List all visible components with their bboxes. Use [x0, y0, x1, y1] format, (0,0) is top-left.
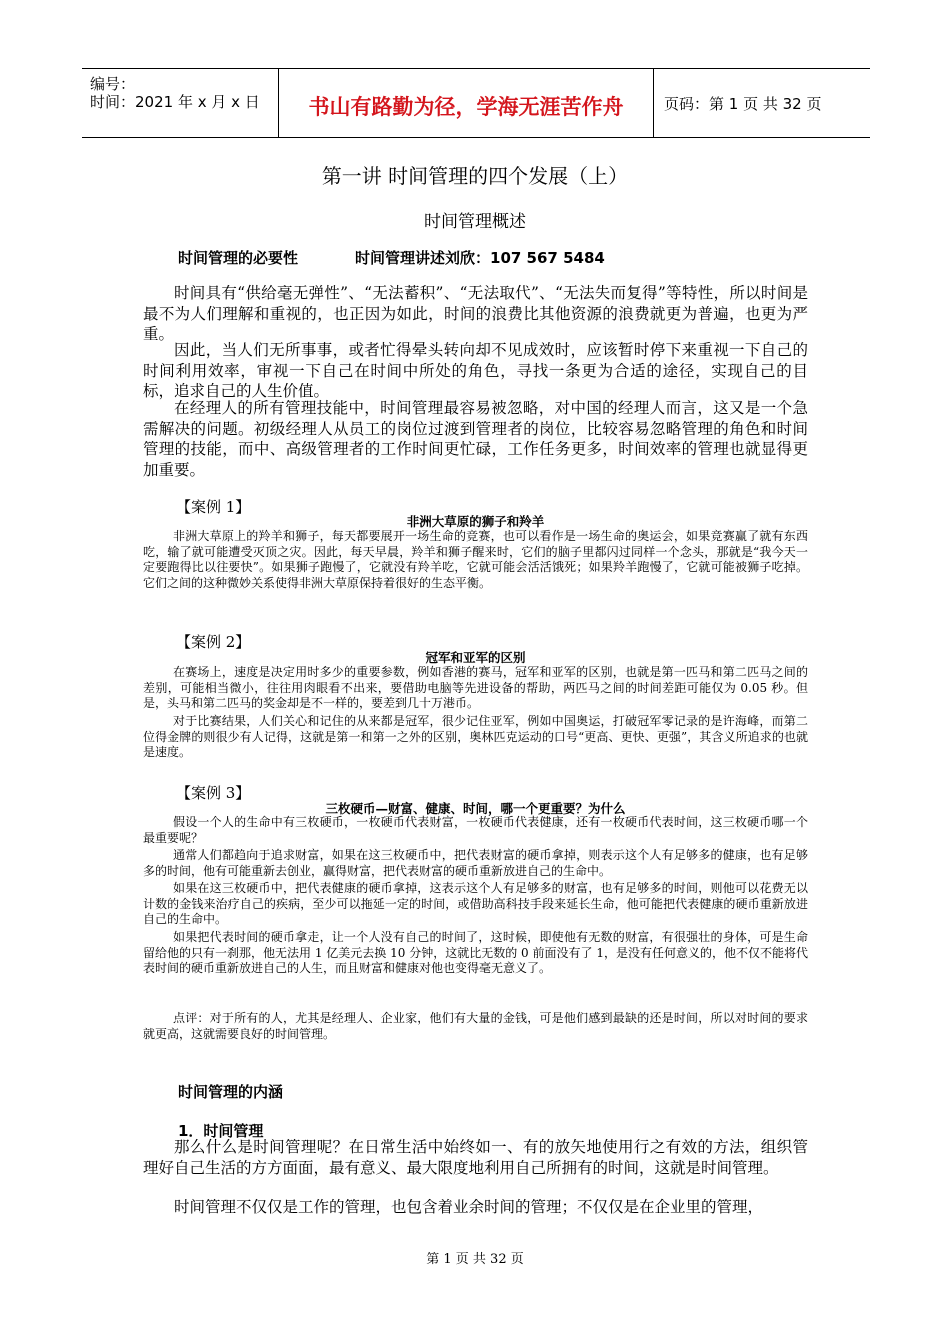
case-paragraph: 非洲大草原上的羚羊和狮子，每天都要展开一场生命的竞赛，也可以看作是一场生命的奥运会，如果竞赛赢了就有东西吃，输了就可能遭受灭顶之灾。因此，每天早晨，羚羊和狮子醒来时，它们的脑子里都闪过同样一个念头，那就是“我今天一定要跑得比以往要快”。如果狮子跑慢了，它就没有羚羊吃，它就可能会活活饿死；如果羚羊跑慢了，它就可能被狮子吃掉。它们之间的这种微妙关系使得非洲大草原保持着很好的生态平衡。	[143, 529, 808, 590]
case-paragraph: 对于比赛结果，人们关心和记住的从来都是冠军，很少记住亚军，例如中国奥运，打破冠军零记录的是许海峰，而第二位得金牌的则很少有人记得，这就是第一和第一之外的区别，奥林匹克运动的口号“更高、更快、更强”，其含义所追求的也就是速度。	[143, 714, 808, 759]
case-title: 冠军和亚军的区别	[425, 650, 526, 665]
body-paragraph: 时间管理不仅仅是工作的管理，也包含着业余时间的管理；不仅仅是在企业里的管理，	[174, 1198, 764, 1216]
intro-paragraph: 因此，当人们无所事事，或者忙得晕头转向却不见成效时，应该暂时停下来重视一下自己的时间利用效率，审视一下自己在时间中所处的角色，寻找一条更为合适的途径，实现自己的目标，追求自己的人生价值。	[143, 341, 808, 400]
header-table	[82, 68, 870, 138]
case-label: 【案例 3】	[176, 784, 251, 802]
case-label: 【案例 2】	[176, 633, 251, 651]
case-comment: 点评：对于所有的人，尤其是经理人、企业家，他们有大量的金钱，可是他们感到最缺的还是时间，所以对时间的要求就更高，这就需要良好的时间管理。	[143, 1011, 808, 1041]
case-paragraph: 在赛场上，速度是决定用时多少的重要参数，例如香港的赛马，冠军和亚军的区别，也就是第一匹马和第二匹马之间的差别，可能相当微小，往往用肉眼看不出来，要借助电脑等先进设备的帮助，两匹马之间的时间差距可能仅为 0.05 秒。但是，头马和第二匹马的奖金却是不一样的，要差到几十万港币。	[143, 665, 808, 710]
intro-paragraph: 在经理人的所有管理技能中，时间管理最容易被忽略，对中国的经理人而言，这又是一个急需解决的问题。初级经理人从员工的岗位过渡到管理者的岗位，比较容易忽略管理的角色和时间管理的技能，而中、高级管理者的工作时间更忙碌，工作任务更多，时间效率的管理也就显得更加重要。	[143, 399, 808, 479]
document-number: 编号：	[90, 75, 136, 93]
section-heading-necessity: 时间管理的必要性	[178, 249, 299, 267]
subsection-heading: 1．时间管理	[178, 1122, 264, 1140]
section-heading-connotation: 时间管理的内涵	[178, 1083, 284, 1101]
lecture-title: 第一讲 时间管理的四个发展（上）	[321, 164, 629, 188]
case-paragraph: 通常人们都趋向于追求财富，如果在这三枚硬币中，把代表财富的硬币拿掉，则表示这个人有足够多的健康，也有足够多的时间，他有可能重新去创业，赢得财富，把代表财富的硬币重新放进自己的生命中。	[143, 848, 808, 878]
case-title: 三枚硬币—财富、健康、时间，哪一个更重要？为什么	[325, 801, 626, 816]
header-motto-cell	[279, 69, 654, 137]
page-number-label: 页码：第 1 页 共 32 页	[664, 95, 822, 113]
header-meta-cell	[82, 69, 279, 137]
intro-paragraph: 时间具有“供给毫无弹性”、“无法蓄积”、“无法取代”、“无法失而复得”等特性，所以时间是最不为人们理解和重视的，也正因为如此，时间的浪费比其他资源的浪费就更为普遍，也更为严重。	[143, 284, 808, 343]
case-paragraph: 假设一个人的生命中有三枚硬币，一枚硬币代表财富，一枚硬币代表健康，还有一枚硬币代表时间，这三枚硬币哪一个最重要呢？	[143, 815, 808, 845]
lecturer-contact: 时间管理讲述刘欣：107 567 5484	[355, 249, 605, 267]
lecture-subtitle: 时间管理概述	[424, 212, 526, 232]
case-paragraph: 如果把代表时间的硬币拿走，让一个人没有自己的时间了，这时候，即使他有无数的财富，有很强壮的身体，可是生命留给他的只有一刹那，他无法用 1 亿美元去换 10 分钟，这就比无数的 0 前面没有了 1，是没有任何意义的，他不仅不能将代表时间的硬币重新放进自己的人生，而且财富和健康对他也变得毫无意义了。	[143, 930, 808, 975]
case-label: 【案例 1】	[176, 498, 251, 516]
header-page-cell	[654, 69, 870, 137]
motto: 书山有路勤为径，学海无涯苦作舟	[308, 95, 624, 119]
case-paragraph: 如果在这三枚硬币中，把代表健康的硬币拿掉，这表示这个人有足够多的财富，也有足够多的时间，则他可以花费无以计数的金钱来治疗自己的疾病，至少可以拖延一定的时间，或借助高科技手段来延长生命，他可能把代表健康的硬币重新放进自己的生命中。	[143, 881, 808, 926]
body-paragraph: 那么什么是时间管理呢？在日常生活中始终如一、有的放矢地使用行之有效的方法，组织管理好自己生活的方方面面，最有意义、最大限度地利用自己所拥有的时间，这就是时间管理。	[143, 1138, 808, 1177]
document-date: 时间：2021 年 x 月 x 日	[90, 93, 260, 111]
case-title: 非洲大草原的狮子和羚羊	[406, 514, 545, 529]
page-footer: 第 1 页 共 32 页	[426, 1252, 524, 1267]
